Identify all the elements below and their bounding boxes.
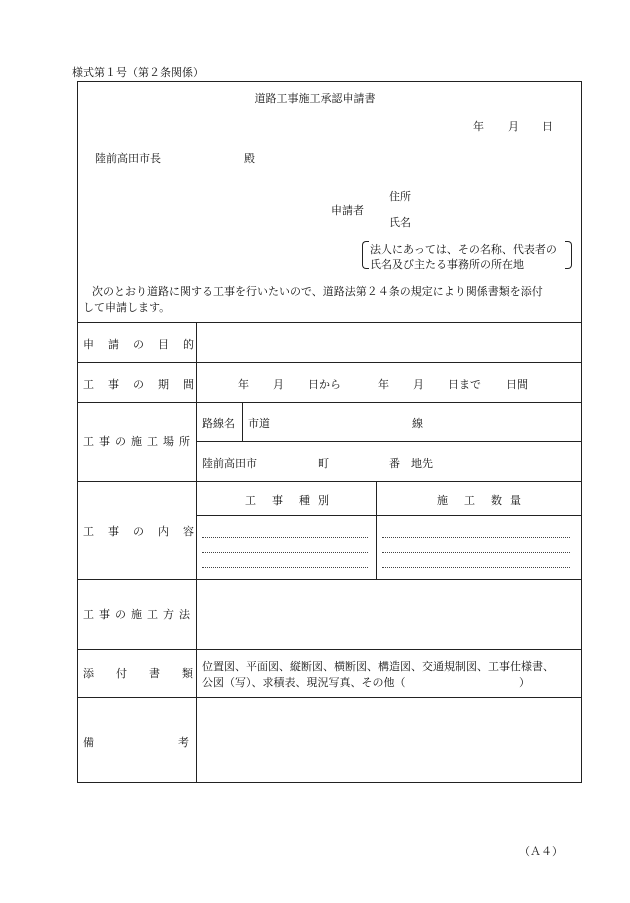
location-banchi: 番 [389,457,400,470]
period-to-day: 日まで [448,378,481,391]
route-label-divider [242,402,243,441]
date-day: 日 [542,120,553,133]
period-from-year: 年 [238,378,249,391]
period-to-year: 年 [378,378,389,391]
corporate-note-line2: 氏名及び主たる事務所の所在地 [370,258,524,271]
route-label: 路線名 [202,417,235,430]
location-chisaki: 地先 [411,457,433,470]
statement-line1: 次のとおり道路に関する工事を行いたいので、道路法第２４条の規定により関係書類を添付 [92,285,543,298]
rule-route [196,441,582,442]
period-from-month: 月 [273,378,284,391]
form-title: 道路工事施工承認申請書 [254,92,376,105]
note-bracket-right [565,241,572,269]
label-period: 工 事 の 期 間 [83,378,194,391]
label-column-divider [196,322,197,783]
content-column-divider [376,481,377,579]
paper-size: （Ａ４） [519,845,563,858]
rule-attachments [77,697,582,698]
corporate-note-line1: 法人にあっては、その名称、代表者の [370,243,557,256]
period-from-day: 日から [308,378,341,391]
rule-content-header [196,515,582,516]
location-city: 陸前高田市 [202,457,257,470]
work-type-line-2 [202,552,368,553]
addressee-name: 陸前高田市長 [95,152,161,165]
route-suffix: 線 [412,417,423,430]
label-purpose: 申 請 の 目 的 [83,338,194,351]
address-label: 住所 [389,190,411,203]
quantity-line-2 [382,552,570,553]
note-bracket-left [362,241,369,269]
work-type-line-3 [202,567,368,568]
rule-period [77,402,582,403]
period-days: 日間 [506,378,528,391]
label-remarks: 備 考 [83,736,189,749]
work-type-line-1 [202,537,368,538]
attachments-line1: 位置図、平面図、縦断図、横断図、構造図、交通規制図、工事仕様書、 [202,660,554,673]
rule-location [77,481,582,482]
col-quantity: 施 工 数 量 [437,494,521,507]
label-content: 工 事 の 内 容 [83,525,194,538]
rule-method [77,649,582,650]
label-method: 工 事 の 施 工 方 法 [83,608,190,621]
rule-purpose [77,362,582,363]
attachments-line2-end: ） [519,676,530,689]
col-work-type: 工 事 種 別 [245,494,329,507]
period-to-month: 月 [413,378,424,391]
label-location: 工 事 の 施 工 場 所 [83,435,190,448]
applicant-label: 申請者 [331,204,364,217]
name-label: 氏名 [389,216,411,229]
label-attachments: 添 付 書 類 [83,667,193,680]
statement-line2: して申請します。 [83,301,171,314]
rule-content [77,579,582,580]
rule-top-section [77,322,582,323]
location-town: 町 [318,457,329,470]
attachments-line2-start: 公図（写）、求積表、現況写真、その他（ [202,676,406,689]
quantity-line-3 [382,567,570,568]
date-year: 年 [473,120,484,133]
quantity-line-1 [382,537,570,538]
date-month: 月 [508,120,519,133]
route-prefix: 市道 [248,417,270,430]
addressee-honorific: 殿 [244,152,255,165]
form-number: 様式第１号（第２条関係） [72,66,204,79]
